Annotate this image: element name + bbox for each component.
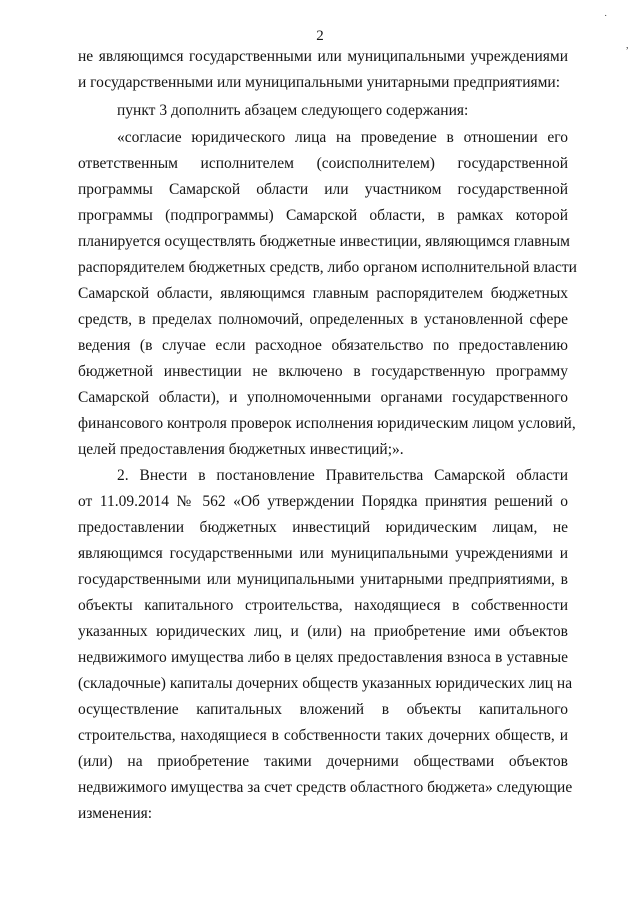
text-line: Самарской области), и уполномоченными органами государственного (78, 389, 568, 406)
text-line: программы (подпрограммы) Самарской области, в рамках которой (78, 207, 568, 224)
text-line: недвижимого имущества либо в целях предоставления взноса в уставные (78, 649, 568, 666)
text-line: являющимся государственными или муниципальными учреждениями и (78, 545, 568, 562)
text-line: осуществление капитальных вложений в объекты капитального (78, 701, 568, 718)
text-line: 2. Внести в постановление Правительства Самарской области (117, 467, 568, 484)
scan-speck: , (626, 40, 629, 51)
text-line: государственными или муниципальными унитарными предприятиями, в (78, 571, 568, 588)
text-line: и государственными или муниципальными унитарными предприятиями: (78, 74, 561, 91)
text-line: средств, в пределах полномочий, определенных в установленной сфере (78, 311, 568, 328)
text-line: (или) на приобретение такими дочерними обществами объектов (78, 753, 568, 770)
text-line: не являющимся государственными или муниципальными учреждениями (78, 48, 568, 65)
text-line: «согласие юридического лица на проведение в отношении его (117, 129, 568, 146)
text-line: Самарской области, являющимся главным распорядителем бюджетных (78, 285, 568, 302)
text-line: пункт 3 дополнить абзацем следующего содержания: (117, 102, 469, 119)
text-line: предоставлении бюджетных инвестиций юридическим лицам, не (78, 519, 568, 536)
text-line: указанных юридических лиц, и (или) на приобретение ими объектов (78, 623, 568, 640)
text-line: объекты капитального строительства, находящиеся в собственности (78, 597, 568, 614)
text-line: бюджетной инвестиции не включено в государственную программу (78, 363, 568, 380)
text-line: распорядителем бюджетных средств, либо органом исполнительной власти (78, 259, 577, 276)
text-line: недвижимого имущества за счет средств областного бюджета» следующие (78, 779, 573, 796)
text-line: ведения (в случае если расходное обязательство по предоставлению (78, 337, 568, 354)
text-line: финансового контроля проверок исполнения юридическим лицом условий, (78, 415, 576, 432)
text-line: программы Самарской области или участником государственной (78, 181, 568, 198)
text-line: от 11.09.2014 № 562 «Об утверждении Порядка принятия решений о (78, 493, 568, 510)
page-number: 2 (316, 28, 324, 44)
text-line: ответственным исполнителем (соисполнителем) государственной (78, 155, 568, 172)
text-line: (складочные) капиталы дочерних обществ указанных юридических лиц на (78, 675, 573, 692)
text-line: планируется осуществлять бюджетные инвестиции, являющимся главным (78, 233, 570, 250)
text-line: строительства, находящиеся в собственности таких дочерних обществ, и (78, 727, 568, 744)
text-line: изменения: (78, 805, 153, 822)
text-line: целей предоставления бюджетных инвестиций;». (78, 441, 404, 458)
scan-speck: ˙ (604, 14, 608, 25)
